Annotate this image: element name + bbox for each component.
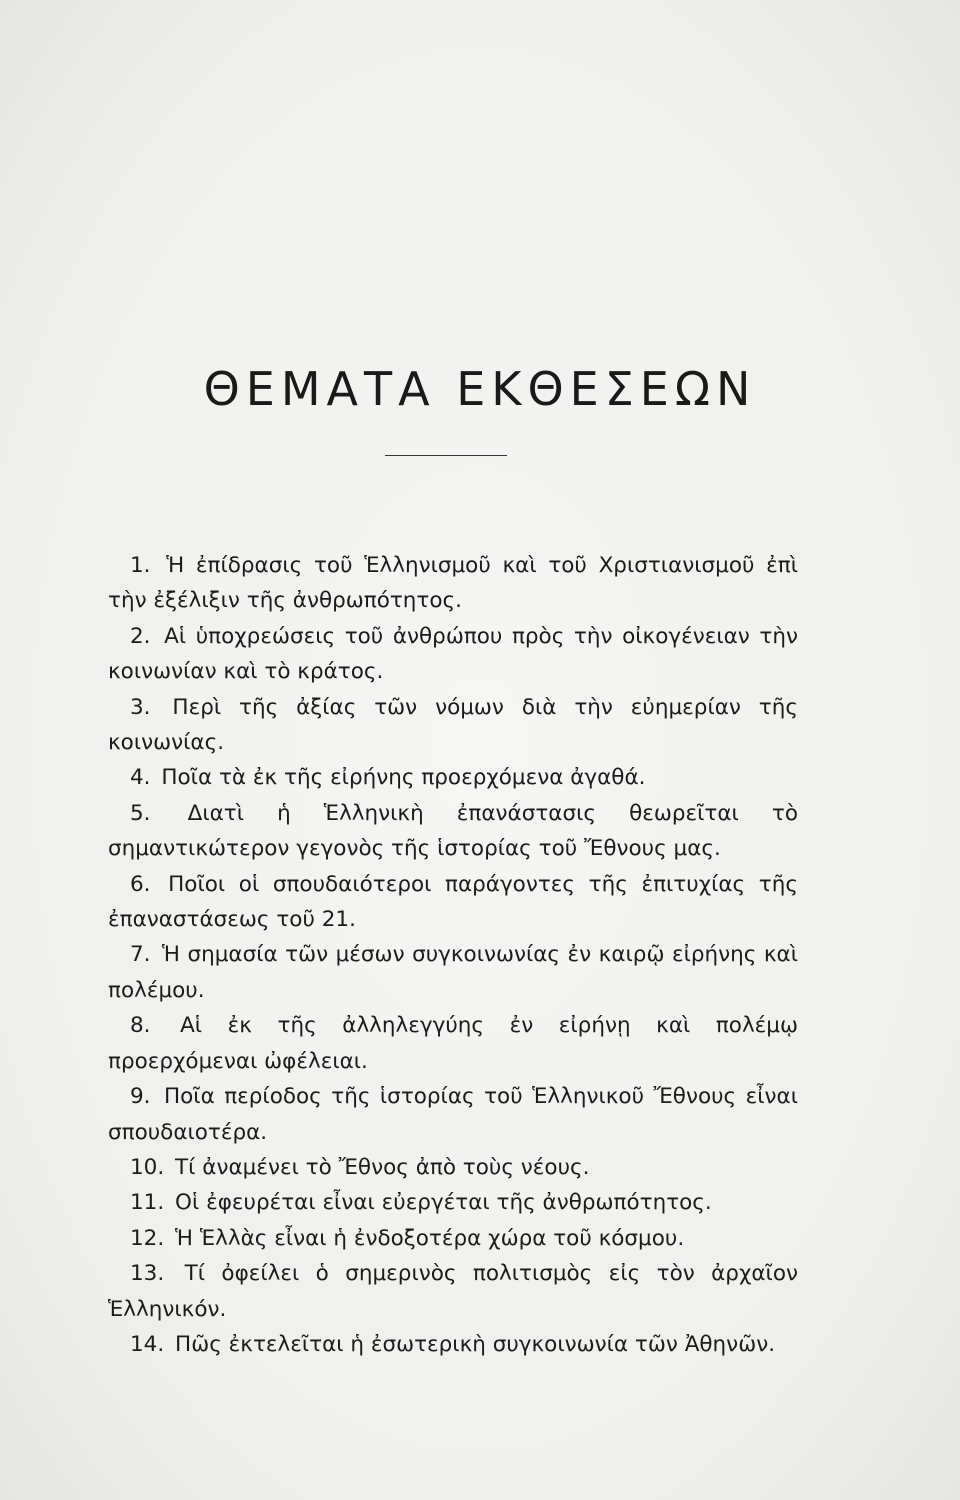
topic-text: Οἱ ἐφευρέται εἶναι εὐεργέται τῆς ἀνθρωπότητος. — [175, 1190, 712, 1216]
topic-text: Διατὶ ἡ Ἑλληνικὴ ἐπανάστασις θεωρεῖται τὸ σημαντικώτερον γεγονὸς τῆς ἱστορίας τοῦ Ἔθνους μας. — [108, 800, 798, 862]
topic-item — [108, 796, 798, 867]
topic-number: 11. — [130, 1190, 165, 1216]
topic-number: 5. — [130, 800, 151, 826]
topic-item — [108, 1008, 798, 1079]
topic-item — [108, 1221, 798, 1256]
topic-item — [108, 937, 798, 1008]
topic-text: Ποῖα περίοδος τῆς ἱστορίας τοῦ Ἑλληνικοῦ Ἔθνους εἶναι σπουδαιοτέρα. — [108, 1084, 798, 1145]
topic-number: 14. — [130, 1331, 165, 1357]
topic-item — [108, 1150, 798, 1185]
topic-text: Ἡ Ἑλλὰς εἶναι ἡ ἐνδοξοτέρα χώρα τοῦ κόσμου. — [175, 1225, 685, 1251]
topic-text: Ποῖα τὰ ἐκ τῆς εἰρήνης προερχόμενα ἀγαθά. — [161, 765, 646, 791]
topic-list — [108, 548, 798, 1362]
topic-number: 2. — [130, 623, 151, 649]
title-divider — [385, 455, 507, 456]
topic-text: Ποῖοι οἱ σπουδαιότεροι παράγοντες τῆς ἐπιτυχίας τῆς ἐπαναστάσεως τοῦ 21. — [108, 871, 798, 933]
topic-number: 8. — [130, 1013, 151, 1039]
topic-item — [108, 760, 798, 795]
topic-number: 3. — [130, 694, 151, 720]
topic-text: Περὶ τῆς ἀξίας τῶν νόμων διὰ τὴν εὐημερίαν τῆς κοινωνίας. — [108, 694, 798, 756]
topic-number: 9. — [130, 1084, 151, 1110]
topic-text: Αἱ ἐκ τῆς ἀλληλεγγύης ἐν εἰρήνῃ καὶ πολέμῳ προερχόμεναι ὠφέλειαι. — [108, 1013, 798, 1074]
topic-number: 1. — [130, 553, 151, 578]
topic-item — [108, 1079, 798, 1150]
topic-text: Ἡ σημασία τῶν μέσων συγκοινωνίας ἐν καιρῷ εἰρήνης καὶ πολέμου. — [108, 942, 799, 1003]
topic-text: Τί ἀναμένει τὸ Ἔθνος ἀπὸ τοὺς νέους. — [175, 1154, 590, 1180]
topic-item — [108, 548, 798, 619]
topic-number: 6. — [130, 871, 151, 897]
topic-number: 7. — [130, 942, 151, 968]
topic-item — [108, 1256, 798, 1327]
topic-number: 10. — [130, 1154, 165, 1180]
page-title: ΘΕΜΑΤΑ ΕΚΘΕΣΕΩΝ — [203, 362, 757, 416]
topic-item — [108, 867, 798, 938]
topic-number: 12. — [130, 1225, 165, 1251]
topic-number: 4. — [130, 765, 151, 791]
topic-text: Πῶς ἐκτελεῖται ἡ ἐσωτερικὴ συγκοινωνία τῶν Ἀθηνῶν. — [175, 1331, 776, 1357]
topic-text: Ἡ ἐπίδρασις τοῦ Ἑλληνισμοῦ καὶ τοῦ Χριστιανισμοῦ ἐπὶ τὴν ἐξέλιξιν τῆς ἀνθρωπότητος. — [108, 553, 798, 614]
topic-text: Τί ὀφείλει ὁ σημερινὸς πολιτισμὸς εἰς τὸν ἀρχαῖον Ἑλληνικόν. — [108, 1261, 798, 1322]
topic-item — [108, 1185, 798, 1220]
topic-text: Αἱ ὑποχρεώσεις τοῦ ἀνθρώπου πρὸς τὴν οἰκογένειαν τὴν κοινωνίαν καὶ τὸ κράτος. — [108, 623, 798, 685]
topic-number: 13. — [130, 1261, 165, 1287]
topic-item — [108, 619, 798, 690]
topic-item — [108, 690, 798, 761]
topic-item — [108, 1327, 798, 1362]
